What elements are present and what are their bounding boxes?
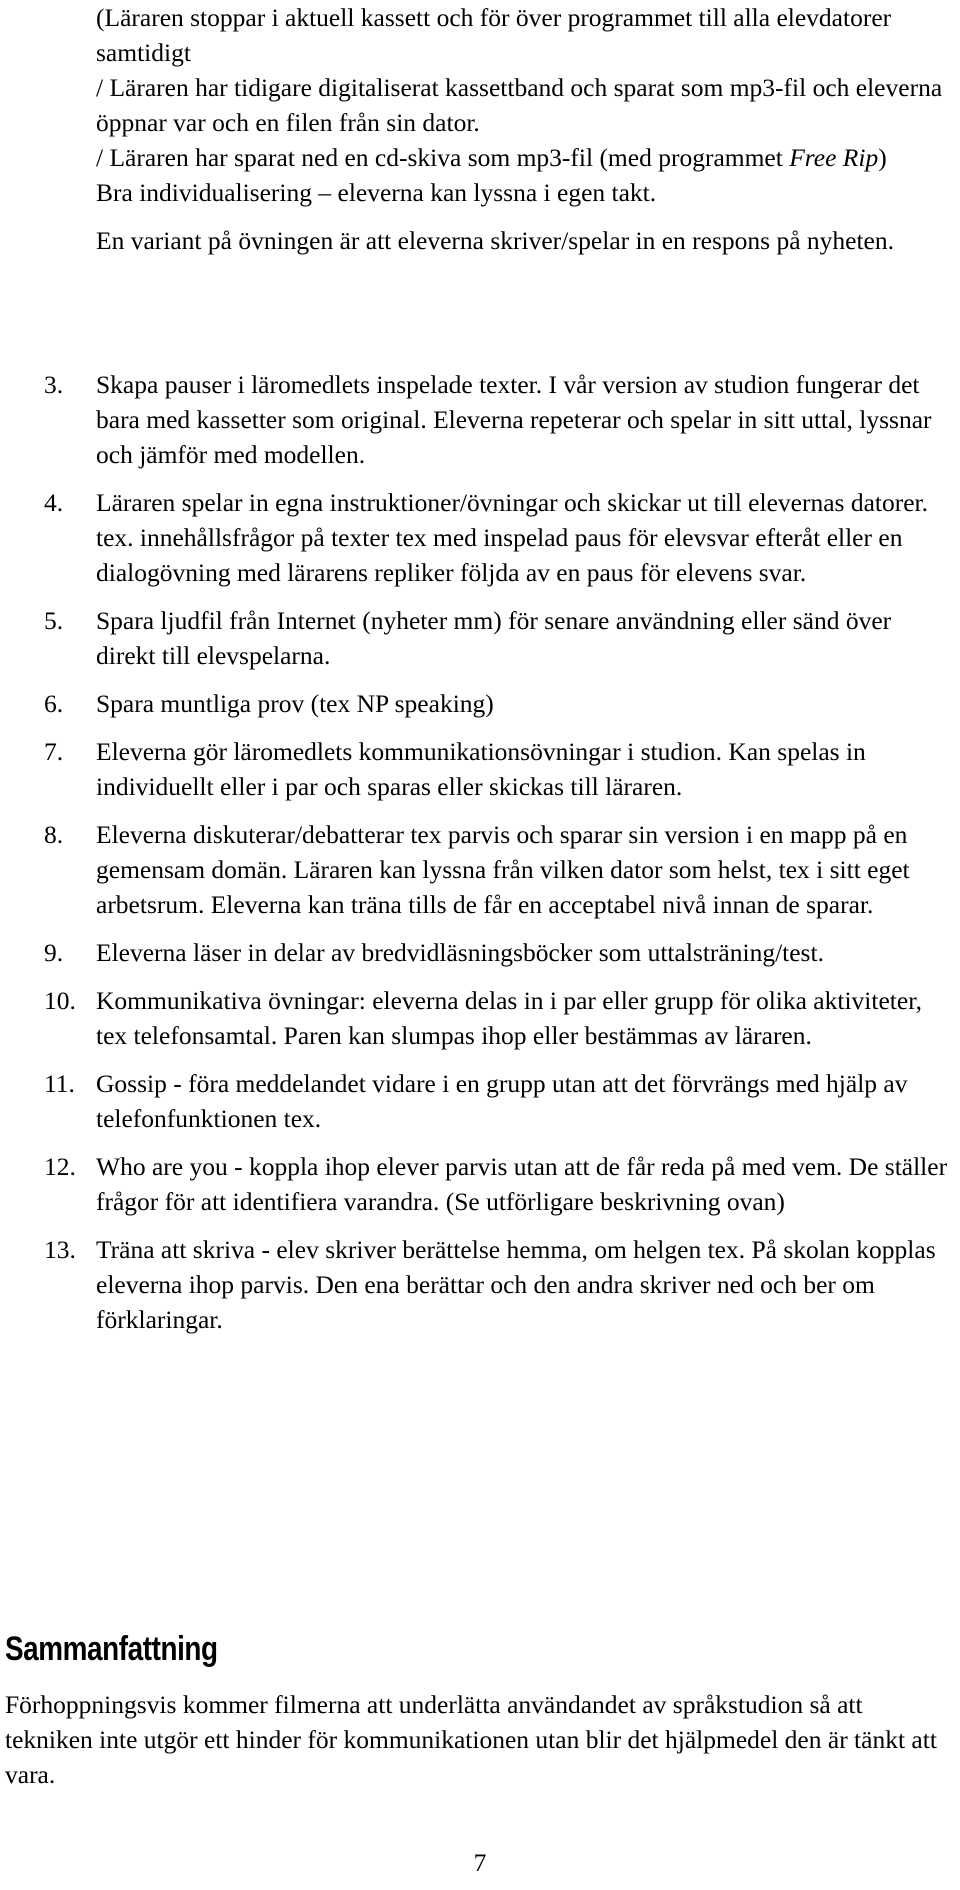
intro-paragraph-3 [96,140,946,175]
list-item-number: 4. [44,488,64,517]
list-item [44,983,954,1053]
list-item-text: Gossip - föra meddelandet vidare i en grupp utan att det förvrängs med hjälp av telefonfunktionen tex. [96,1069,908,1133]
list-item [44,485,954,590]
page-number: 7 [473,1848,487,1877]
list-item [44,1232,954,1337]
list-item [44,935,954,970]
intro-paragraph-3-end: ) [878,143,887,172]
list-item-text: Eleverna diskuterar/debatterar tex parvis och sparar sin version i en mapp på en gemensam domän. Läraren kan lyssna från vilken dator som helst, tex i sitt eget arbetsrum. Eleverna kan träna tills de får en acceptabel nivå innan de sparar. [96,820,910,919]
list-item-number: 3. [44,370,64,399]
list-item-number: 7. [44,737,64,766]
list-item-text: Kommunikativa övningar: eleverna delas in i par eller grupp för olika aktiviteter, tex telefonsamtal. Paren kan slumpas ihop eller bestämmas av läraren. [96,986,923,1050]
summary-heading: Sammanfattning [5,1630,218,1668]
list-item-text: Spara muntliga prov (tex NP speaking) [96,689,494,718]
list-item-number: 10. [44,986,76,1015]
intro-paragraph-3-start: / Läraren har sparat ned en cd-skiva som mp3-fil (med programmet [96,143,790,172]
list-item-number: 6. [44,689,64,718]
list-item-text: Eleverna läser in delar av bredvidläsningsböcker som uttalsträning/test. [96,938,824,967]
intro-paragraph-4: Bra individualisering – eleverna kan lyssna i egen takt. [96,178,657,207]
intro-paragraph-2: / Läraren har tidigare digitaliserat kassettband och sparat som mp3-fil och eleverna öppnar var och en filen från sin dator. [96,73,943,137]
list-item [44,817,954,922]
program-name: Free Rip [789,143,879,172]
list-item-number: 11. [44,1069,75,1098]
list-item [44,734,954,804]
list-item-number: 5. [44,606,64,635]
list-item [44,686,954,721]
numbered-list [44,367,954,1350]
list-item-text: Skapa pauser i läromedlets inspelade texter. I vår version av studion fungerar det bara med kassetter som original. Eleverna repeterar och spelar in sitt uttal, lyssnar och jämför med modellen. [96,370,932,469]
list-item-text: Spara ljudfil från Internet (nyheter mm) för senare användning eller sänd över direkt till elevspelarna. [96,606,892,670]
intro-block [96,0,946,258]
list-item-number: 9. [44,938,64,967]
list-item-number: 8. [44,820,64,849]
variant-paragraph: En variant på övningen är att eleverna skriver/spelar in en respons på nyheten. [96,226,894,255]
list-item-number: 13. [44,1235,76,1264]
list-item [44,603,954,673]
list-item-text: Läraren spelar in egna instruktioner/övningar och skickar ut till elevernas datorer. tex. innehållsfrågor på texter tex med inspelad paus för elevsvar efteråt eller en dialogövning med lärarens repliker följda av en paus för elevens svar. [96,488,928,587]
spacer [96,210,946,223]
intro-paragraph-1: (Läraren stoppar i aktuell kassett och för över programmet till alla elevdatorer samtidigt [96,3,892,67]
list-item [44,1149,954,1219]
list-item-text: Eleverna gör läromedlets kommunikationsövningar i studion. Kan spelas in individuellt eller i par och sparas eller skickas till läraren. [96,737,866,801]
list-item-text: Who are you - koppla ihop elever parvis utan att de får reda på med vem. De ställer frågor för att identifiera varandra. (Se utförligare beskrivning ovan) [96,1152,948,1216]
list-item [44,367,954,472]
summary-paragraph: Förhoppningsvis kommer filmerna att underlätta användandet av språkstudion så att tekniken inte utgör ett hinder för kommunikationen utan blir det hjälpmedel den är tänkt att vara. [5,1690,937,1789]
list-item-text: Träna att skriva - elev skriver berättelse hemma, om helgen tex. På skolan kopplas eleverna ihop parvis. Den ena berättar och den andra skriver ned och ber om förklaringar. [96,1235,936,1334]
list-item [44,1066,954,1136]
list-item-number: 12. [44,1152,76,1181]
